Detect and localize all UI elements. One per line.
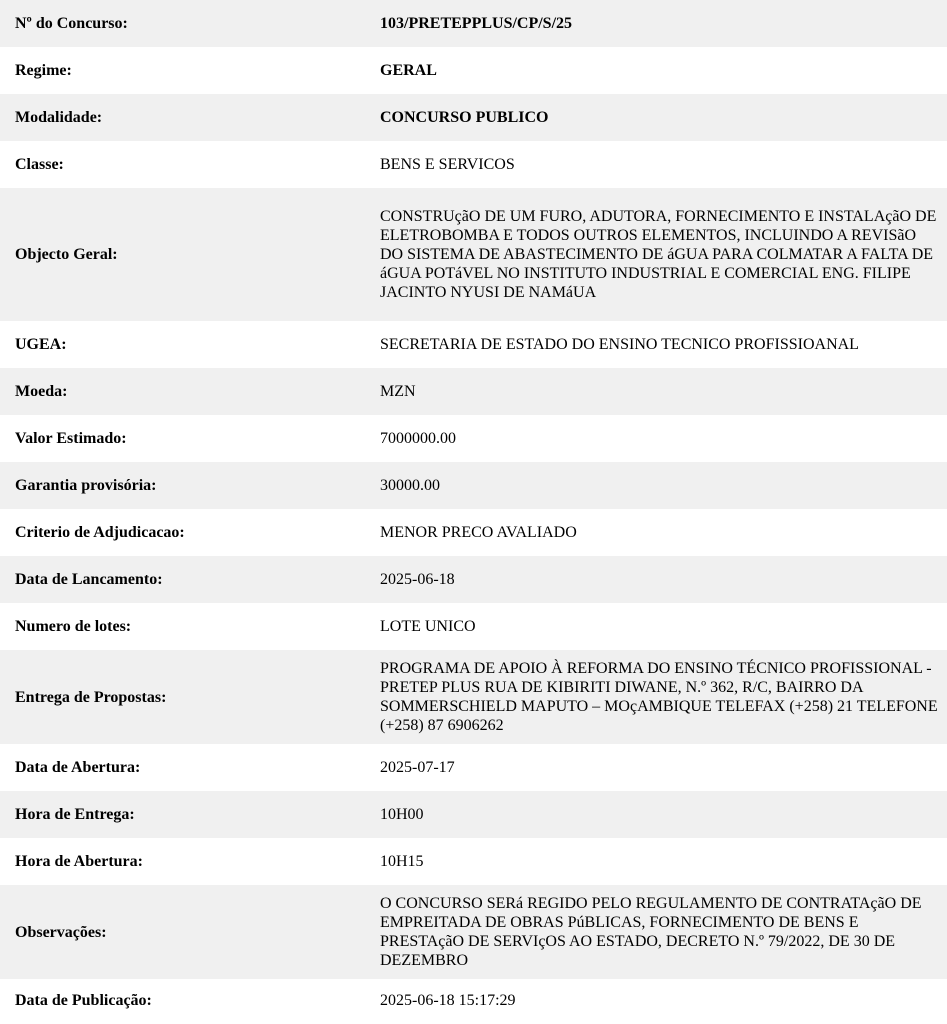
field-value: GERAL [380,62,437,79]
row-observacoes [0,885,947,979]
field-label: Valor Estimado: [15,430,127,447]
row-classe [0,141,947,188]
row-data-publicacao [0,979,947,1021]
field-label: Moeda: [0,368,366,415]
field-label: Data de Abertura: [15,759,141,776]
field-value: MZN [366,368,947,415]
field-label: Hora de Entrega: [0,791,366,838]
field-label: Data de Lancamento: [0,556,366,603]
row-numero-lotes [0,603,947,650]
field-label: Criterio de Adjudicacao: [15,524,185,541]
row-data-lancamento [0,556,947,603]
row-regime [0,47,947,94]
row-modalidade [0,94,947,141]
field-value: MENOR PRECO AVALIADO [380,524,577,541]
row-criterio-adjudicacao [0,509,947,556]
field-value: 2025-07-17 [380,759,455,776]
field-label: Numero de lotes: [15,618,132,635]
field-value: 2025-06-18 [366,556,947,603]
row-ugea [0,321,947,368]
row-data-abertura [0,744,947,791]
field-value: LOTE UNICO [380,618,476,635]
field-label: Modalidade: [0,94,366,141]
field-value: CONCURSO PUBLICO [366,94,947,141]
field-value: 10H00 [366,791,947,838]
field-value: 2025-06-18 15:17:29 [380,991,516,1009]
field-label: UGEA: [15,336,67,353]
field-value: SECRETARIA DE ESTADO DO ENSINO TECNICO PROFISSIOANAL [380,336,859,353]
row-garantia-provisoria [0,462,947,509]
field-value: 7000000.00 [380,430,456,447]
field-label: Regime: [15,62,72,79]
row-hora-abertura [0,838,947,885]
row-objecto-geral [0,188,947,321]
field-value: 10H15 [380,853,424,870]
field-value: CONSTRUçãO DE UM FURO, ADUTORA, FORNECIMENTO E INSTALAçãO DE ELETROBOMBA E TODOS OUTROS ELEMENTOS, INCLUINDO A REVISãO DO SISTEMA DE ABASTECIMENTO DE áGUA PARA COLMATAR A FALTA DE áGUA POTáVEL NO INSTITUTO INDUSTRIAL E COMERCIAL ENG. FILIPE JACINTO NYUSI DE NAMáUA [366,188,947,321]
field-label: Hora de Abertura: [15,853,143,870]
field-label: Entrega de Propostas: [0,650,366,744]
row-valor-estimado [0,415,947,462]
field-value: 30000.00 [366,462,947,509]
field-label: Nº do Concurso: [0,0,366,47]
row-hora-entrega [0,791,947,838]
row-entrega-propostas [0,650,947,744]
field-value: 103/PRETEPPLUS/CP/S/25 [366,0,947,47]
field-label: Objecto Geral: [0,188,366,321]
row-numero-concurso [0,0,947,47]
field-value: PROGRAMA DE APOIO À REFORMA DO ENSINO TÉCNICO PROFISSIONAL - PRETEP PLUS RUA DE KIBIRITI DIWANE, N.º 362, R/C, BAIRRO DA SOMMERSCHIELD MAPUTO – MOçAMBIQUE TELEFAX (+258) 21 TELEFONE (+258) 87 6906262 [366,650,947,744]
field-label: Classe: [15,156,64,173]
field-value: O CONCURSO SERá REGIDO PELO REGULAMENTO DE CONTRATAçãO DE EMPREITADA DE OBRAS PúBLICAS, FORNECIMENTO DE BENS E PRESTAçãO DE SERVIçOS AO ESTADO, DECRETO N.º 79/2022, DE 30 DE DEZEMBRO [366,885,947,979]
field-label: Garantia provisória: [0,462,366,509]
field-value: BENS E SERVICOS [380,156,515,173]
field-label: Observações: [0,885,366,979]
field-label: Data de Publicação: [15,991,152,1009]
row-moeda [0,368,947,415]
